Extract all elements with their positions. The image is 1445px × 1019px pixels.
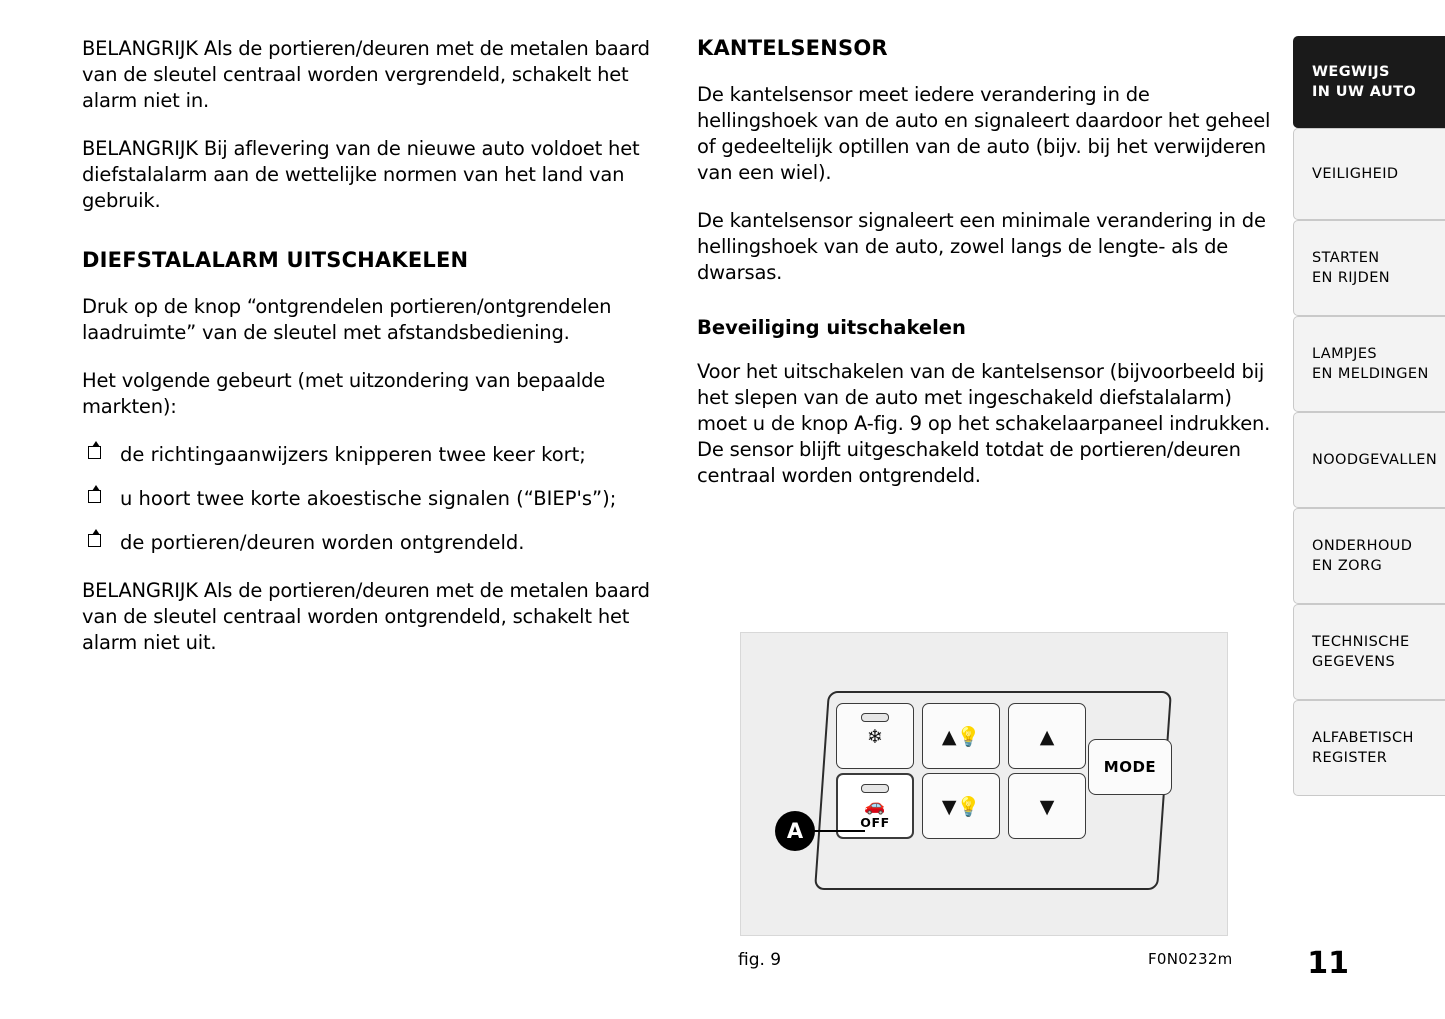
right-text-column — [697, 36, 1272, 511]
subheading-disable-protection: Beveiliging uitschakelen — [697, 316, 966, 339]
tab-label-line-2: EN ZORG — [1312, 558, 1383, 574]
fan-button[interactable] — [836, 703, 914, 769]
sidebar-item-onderhoud-en-zorg[interactable] — [1293, 508, 1445, 604]
tab-label-line-2: IN UW AUTO — [1312, 84, 1417, 100]
figure-9-image — [740, 632, 1228, 936]
tab-label-line-2: REGISTER — [1312, 750, 1388, 766]
paragraph-press-button: Druk op de knop “ontgrendelen portieren/ontgrendelen laadruimte” van de sleutel met afstandsbediening. — [82, 295, 612, 344]
page-number: 11 — [1307, 946, 1349, 981]
bullet-list — [82, 442, 660, 556]
figure-code: F0N0232m — [1148, 950, 1233, 968]
tab-label-line-1: STARTEN — [1312, 250, 1380, 266]
tab-label-line-1: WEGWIJS — [1312, 64, 1390, 80]
arrow-up-icon: ▲ — [1039, 726, 1055, 748]
tab-label-line-1: ONDERHOUD — [1312, 538, 1413, 554]
mode-button[interactable] — [1088, 739, 1172, 795]
bullet-marker-icon — [88, 490, 101, 503]
up-button[interactable] — [1008, 703, 1086, 769]
headlight-up-button[interactable] — [922, 703, 1000, 769]
tab-label-line-1: ALFABETISCH — [1312, 730, 1414, 746]
paragraph-tilt-sensor-1: De kantelsensor meet iedere verandering in de hellingshoek van de auto en signaleert daardoor het geheel of gedeeltelijk optillen van de auto (bijv. bij het verwijderen van een wiel). — [697, 83, 1271, 184]
section-heading-tilt-sensor: KANTELSENSOR — [697, 36, 888, 60]
paragraph-important-unlock: BELANGRIJK Als de portieren/deuren met de metalen baard van de sleutel centraal worden ontgrendeld, schakelt het alarm niet uit. — [82, 579, 650, 654]
sidebar-item-veiligheid[interactable] — [1293, 128, 1445, 220]
paragraph-disable-protection: Voor het uitschakelen van de kantelsensor (bijvoorbeeld bij het slepen van de auto met ingeschakeld diefstalalarm) moet u de knop A-fig. 9 op het schakelaarpaneel indrukken. De sensor blijft uitgeschakeld totdat de portieren/deuren centraal worden ontgrendeld. — [697, 360, 1271, 487]
headlight-down-icon: ▼💡 — [941, 796, 981, 818]
paragraph-what-happens: Het volgende gebeurt (met uitzondering van bepaalde markten): — [82, 369, 606, 418]
list-item — [82, 530, 660, 556]
tab-label-line-2: EN RIJDEN — [1312, 270, 1391, 286]
switch-panel-buttons — [836, 703, 1157, 873]
sidebar-item-noodgevallen[interactable] — [1293, 412, 1445, 508]
sidebar-item-technische-gegevens[interactable] — [1293, 604, 1445, 700]
section-heading-alarm-off: DIEFSTALALARM UITSCHAKELEN — [82, 248, 469, 272]
button-nub-icon — [861, 784, 889, 793]
callout-leader-line — [813, 830, 865, 832]
tab-label-line-1: LAMPJES — [1312, 346, 1378, 362]
list-item — [82, 486, 660, 512]
button-nub-icon — [861, 713, 889, 722]
list-item-text: u hoort twee korte akoestische signalen (“BIEP's”); — [120, 487, 617, 510]
bullet-marker-icon — [88, 534, 101, 547]
paragraph-tilt-sensor-2: De kantelsensor signaleert een minimale verandering in de hellingshoek van de auto, zowel langs de lengte- als de dwarsas. — [697, 209, 1266, 284]
arrow-down-icon: ▼ — [1039, 796, 1055, 818]
paragraph-important-delivery: BELANGRIJK Bij aflevering van de nieuwe auto voldoet het diefstalalarm aan de wettelijke normen van het land van gebruik. — [82, 137, 640, 212]
fan-icon: ❄ — [867, 726, 883, 748]
sidebar-item-alfabetisch-register[interactable] — [1293, 700, 1445, 796]
tab-label-line-2: EN MELDINGEN — [1312, 366, 1429, 382]
alarm-sensor-off-icon: 🚗 — [864, 796, 886, 816]
tab-label-line-1: VEILIGHEID — [1312, 166, 1399, 182]
list-item — [82, 442, 660, 468]
bullet-marker-icon — [88, 446, 101, 459]
tab-label-line-1: NOODGEVALLEN — [1312, 452, 1438, 468]
sidebar-item-starten-en-rijden[interactable] — [1293, 220, 1445, 316]
headlight-up-icon: ▲💡 — [941, 726, 981, 748]
figure-caption: fig. 9 — [738, 950, 782, 970]
off-label: OFF — [860, 815, 890, 830]
left-text-column — [82, 36, 660, 678]
list-item-text: de portieren/deuren worden ontgrendeld. — [120, 531, 525, 554]
tab-label-line-1: TECHNISCHE — [1312, 634, 1410, 650]
headlight-down-button[interactable] — [922, 773, 1000, 839]
down-button[interactable] — [1008, 773, 1086, 839]
sidebar-item-lampjes-en-meldingen[interactable] — [1293, 316, 1445, 412]
tab-label-line-2: GEGEVENS — [1312, 654, 1396, 670]
mode-label: MODE — [1103, 758, 1157, 776]
callout-a-marker: A — [775, 811, 815, 851]
chapter-tab-strip — [1293, 36, 1445, 796]
sidebar-item-wegwijs-in-uw-auto[interactable] — [1293, 36, 1445, 128]
paragraph-important-lock: BELANGRIJK Als de portieren/deuren met de metalen baard van de sleutel centraal worden vergrendeld, schakelt het alarm niet in. — [82, 37, 650, 112]
list-item-text: de richtingaanwijzers knipperen twee keer kort; — [120, 443, 586, 466]
